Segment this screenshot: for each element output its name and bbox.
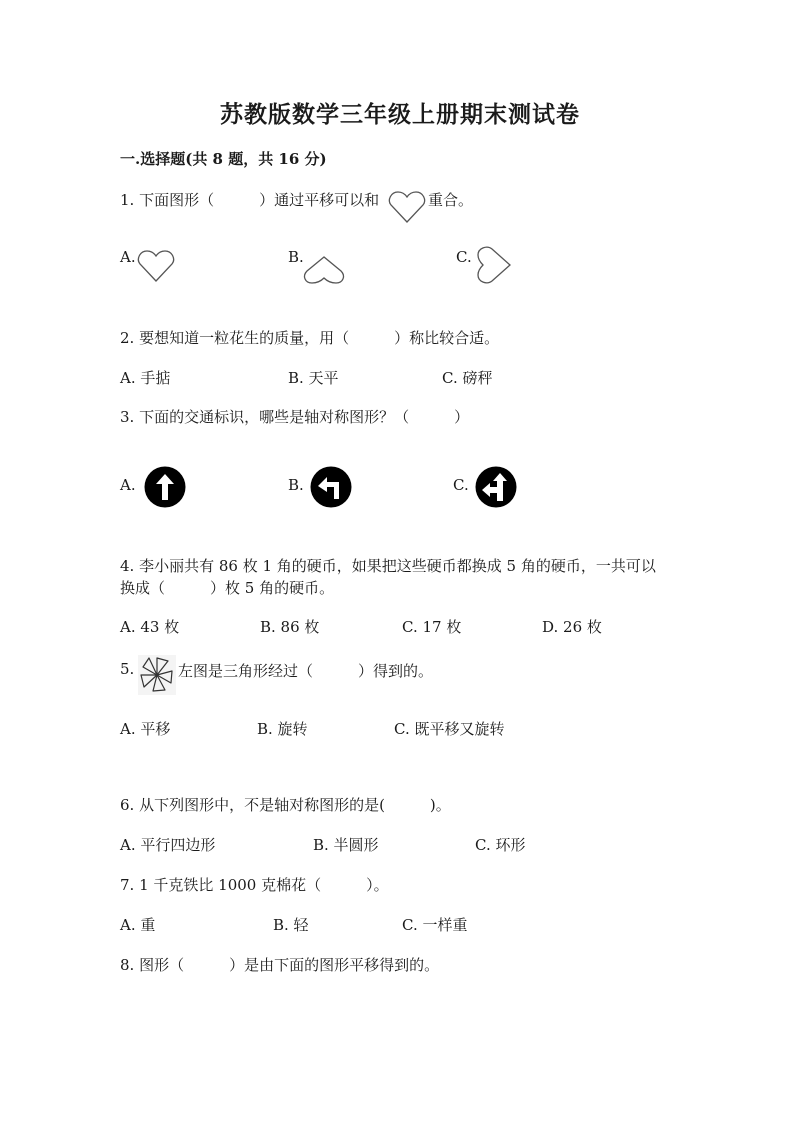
q3-option-a[interactable]: A. (120, 476, 136, 494)
q4-text-line1: 4. 李小丽共有 86 枚 1 角的硬币，如果把这些硬币都换成 5 角的硬币，一共可以 (120, 557, 656, 575)
q1-option-a[interactable]: A. (120, 248, 136, 266)
q8-text: 8. 图形（ ）是由下面的图形平移得到的。 (120, 956, 440, 974)
q5-option-b[interactable]: B. 旋转 (257, 720, 308, 738)
q1-reference-heart-icon (388, 190, 426, 224)
q6-option-a[interactable]: A. 平行四边形 (120, 836, 216, 854)
q5-option-a[interactable]: A. 平移 (120, 720, 171, 738)
q3-text: 3. 下面的交通标识，哪些是轴对称图形？（ ） (120, 408, 470, 426)
q6-option-b[interactable]: B. 半圆形 (313, 836, 379, 854)
page-title: 苏教版数学三年级上册期末测试卷 (220, 101, 580, 128)
q2-text: 2. 要想知道一粒花生的质量，用（ ）称比较合适。 (120, 329, 500, 347)
q1-option-b[interactable]: B. (288, 248, 304, 266)
q7-option-a[interactable]: A. 重 (120, 916, 156, 934)
q7-option-c[interactable]: C. 一样重 (402, 916, 468, 934)
q4-option-c[interactable]: C. 17 枚 (402, 618, 462, 636)
q3-option-c[interactable]: C. (453, 476, 469, 494)
q6-option-c[interactable]: C. 环形 (475, 836, 526, 854)
q5-pinwheel-icon (138, 655, 176, 695)
q3-option-a-straight-arrow-sign-icon (144, 466, 186, 508)
q7-text: 7. 1 千克铁比 1000 克棉花（ ）。 (120, 876, 389, 894)
q1-text-post: 重合。 (428, 191, 474, 209)
section-heading: 一.选择题(共 8 题，共 16 分) (120, 150, 327, 168)
q3-option-c-straight-or-left-sign-icon (475, 466, 517, 508)
q7-option-b[interactable]: B. 轻 (273, 916, 309, 934)
q1-option-c[interactable]: C. (456, 248, 472, 266)
q3-option-b[interactable]: B. (288, 476, 304, 494)
q4-text-line2: 换成（ ）枚 5 角的硬币。 (120, 579, 335, 597)
q5-number: 5. (120, 660, 135, 678)
q1-option-b-heart-icon (303, 255, 345, 285)
q4-option-a[interactable]: A. 43 枚 (120, 618, 180, 636)
q5-text: 左图是三角形经过（ ）得到的。 (178, 662, 434, 680)
q4-option-d[interactable]: D. 26 枚 (542, 618, 602, 636)
q1-option-a-heart-icon (137, 249, 175, 283)
q4-option-b[interactable]: B. 86 枚 (260, 618, 320, 636)
q1-option-c-heart-icon (472, 245, 512, 285)
q2-option-a[interactable]: A. 手掂 (120, 369, 171, 387)
q3-option-b-left-turn-sign-icon (310, 466, 352, 508)
q5-option-c[interactable]: C. 既平移又旋转 (394, 720, 505, 738)
q2-option-b[interactable]: B. 天平 (288, 369, 339, 387)
q1-text-pre: 1. 下面图形（ ）通过平移可以和 (120, 191, 380, 209)
q6-text: 6. 从下列图形中，不是轴对称图形的是( )。 (120, 796, 451, 814)
q2-option-c[interactable]: C. 磅秤 (442, 369, 493, 387)
